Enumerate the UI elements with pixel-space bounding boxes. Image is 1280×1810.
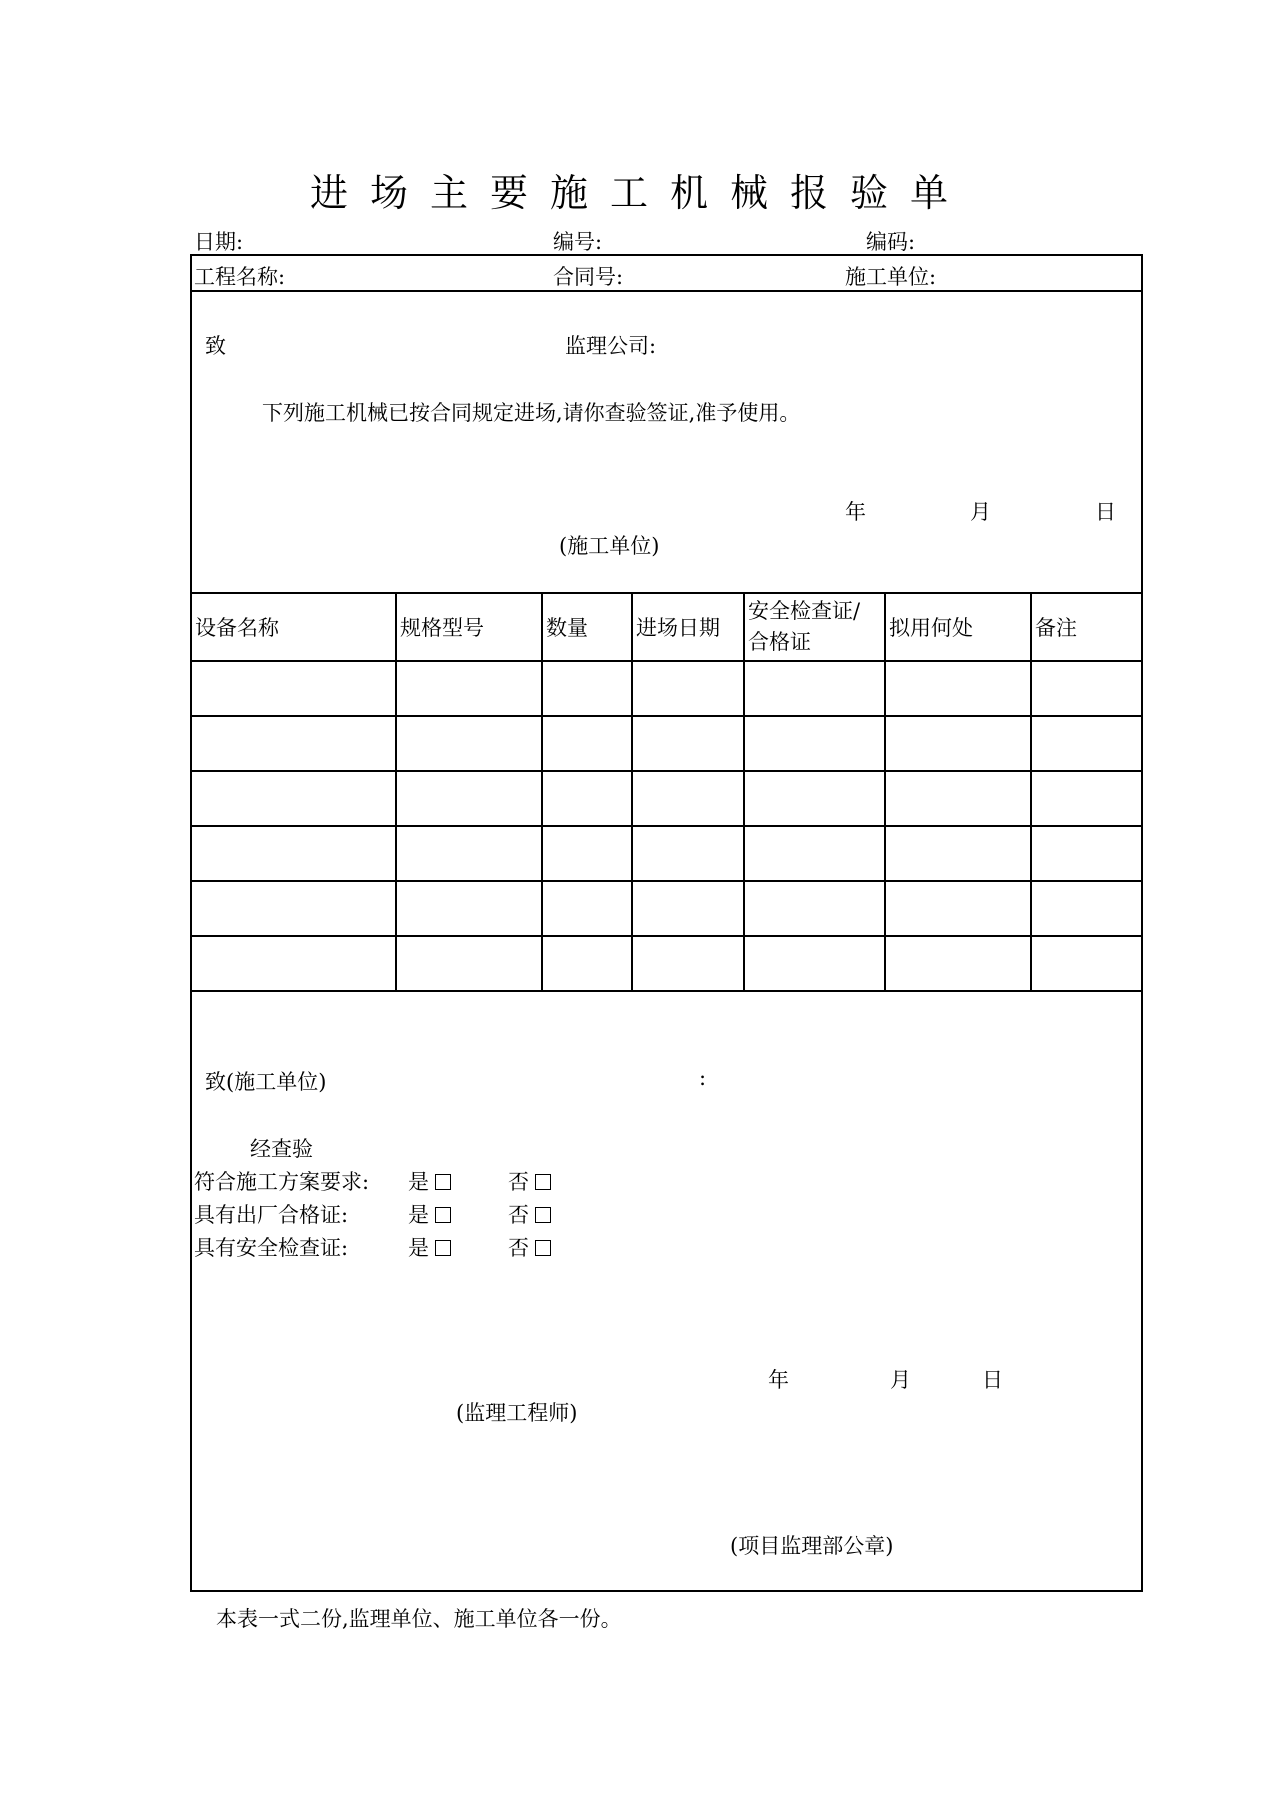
table-cell[interactable] (546, 785, 626, 811)
request-day: 日 (1095, 500, 1116, 524)
table-cell[interactable] (400, 950, 536, 976)
checkbox-icon[interactable] (535, 1207, 551, 1223)
checkbox-icon[interactable] (435, 1207, 451, 1223)
serial-label: 编号: (553, 230, 603, 254)
project-name-label: 工程名称: (194, 265, 286, 289)
table-column-border (884, 592, 886, 990)
table-cell[interactable] (546, 730, 626, 756)
inspected-label: 经查验 (250, 1137, 313, 1161)
contract-label: 合同号: (553, 265, 624, 289)
request-year: 年 (845, 500, 866, 524)
table-row-border (190, 990, 1143, 992)
table-cell[interactable] (748, 785, 879, 811)
table-cell[interactable] (195, 675, 390, 701)
table-row-border (190, 770, 1143, 772)
reply-signer: (监理工程师) (456, 1401, 578, 1425)
table-column-border (631, 592, 633, 990)
reply-colon: : (699, 1066, 707, 1090)
reply-to-label: 致(施工单位) (205, 1070, 327, 1094)
divider (190, 290, 1143, 292)
column-header: 进场日期 (636, 616, 720, 640)
table-row-border (190, 825, 1143, 827)
table-cell[interactable] (636, 895, 738, 921)
check-row (194, 1199, 348, 1229)
table-cell[interactable] (748, 840, 879, 866)
check-row (194, 1232, 348, 1262)
table-cell[interactable] (195, 895, 390, 921)
table-cell[interactable] (636, 785, 738, 811)
table-column-border (1030, 592, 1032, 990)
contractor-label: 施工单位: (845, 265, 937, 289)
table-cell[interactable] (195, 840, 390, 866)
table-cell[interactable] (195, 950, 390, 976)
table-cell[interactable] (400, 895, 536, 921)
reply-year: 年 (768, 1368, 789, 1392)
table-cell[interactable] (748, 730, 879, 756)
check-yes[interactable]: 是 (408, 1166, 451, 1196)
check-label: 具有安全检查证: (194, 1236, 349, 1260)
column-header: 拟用何处 (889, 616, 973, 640)
column-header: 数量 (546, 616, 588, 640)
table-cell[interactable] (400, 840, 536, 866)
form-title: 进场主要施工机械报验单 (309, 171, 970, 215)
check-label: 具有出厂合格证: (194, 1203, 349, 1227)
request-body: 下列施工机械已按合同规定进场,请你查验签证,准予使用。 (262, 401, 801, 425)
checkbox-icon[interactable] (435, 1240, 451, 1256)
table-cell[interactable] (889, 730, 1025, 756)
checkbox-icon[interactable] (535, 1240, 551, 1256)
check-label: 符合施工方案要求: (194, 1170, 370, 1194)
table-cell[interactable] (1035, 785, 1138, 811)
table-cell[interactable] (1035, 840, 1138, 866)
column-header: 设备名称 (195, 616, 279, 640)
table-cell[interactable] (889, 675, 1025, 701)
table-cell[interactable] (748, 675, 879, 701)
reply-day: 日 (982, 1368, 1003, 1392)
checkbox-icon[interactable] (435, 1174, 451, 1190)
table-column-border (541, 592, 543, 990)
table-top-border (190, 592, 1143, 594)
column-header: 规格型号 (400, 616, 484, 640)
table-cell[interactable] (195, 730, 390, 756)
table-column-border (743, 592, 745, 990)
table-cell[interactable] (400, 675, 536, 701)
table-cell[interactable] (546, 950, 626, 976)
table-cell[interactable] (889, 950, 1025, 976)
table-cell[interactable] (636, 730, 738, 756)
table-cell[interactable] (546, 840, 626, 866)
column-header: 安全检查证/合格证 (748, 599, 861, 654)
request-signer: (施工单位) (559, 534, 660, 558)
code-label: 编码: (866, 230, 916, 254)
table-cell[interactable] (748, 895, 879, 921)
table-cell[interactable] (546, 895, 626, 921)
table-header-border (190, 660, 1143, 662)
table-cell[interactable] (636, 675, 738, 701)
table-cell[interactable] (1035, 895, 1138, 921)
checkbox-icon[interactable] (535, 1174, 551, 1190)
table-cell[interactable] (889, 785, 1025, 811)
check-no[interactable]: 否 (508, 1166, 551, 1196)
table-cell[interactable] (1035, 730, 1138, 756)
check-row (194, 1166, 369, 1196)
check-no[interactable]: 否 (508, 1199, 551, 1229)
check-no[interactable]: 否 (508, 1232, 551, 1262)
table-cell[interactable] (748, 950, 879, 976)
table-cell[interactable] (546, 675, 626, 701)
check-yes[interactable]: 是 (408, 1232, 451, 1262)
check-yes[interactable]: 是 (408, 1199, 451, 1229)
table-cell[interactable] (1035, 950, 1138, 976)
footnote: 本表一式二份,监理单位、施工单位各一份。 (216, 1607, 622, 1631)
table-row-border (190, 880, 1143, 882)
request-month: 月 (970, 500, 991, 524)
table-cell[interactable] (889, 840, 1025, 866)
date-label: 日期: (194, 230, 244, 254)
table-cell[interactable] (195, 785, 390, 811)
table-row-border (190, 935, 1143, 937)
table-cell[interactable] (1035, 675, 1138, 701)
table-cell[interactable] (889, 895, 1025, 921)
table-row-border (190, 715, 1143, 717)
table-cell[interactable] (400, 730, 536, 756)
table-column-border (395, 592, 397, 990)
supervisor-company-label: 监理公司: (565, 334, 657, 358)
request-to-label: 致 (205, 334, 226, 358)
table-cell[interactable] (636, 950, 738, 976)
table-cell[interactable] (636, 840, 738, 866)
table-cell[interactable] (400, 785, 536, 811)
column-header: 备注 (1035, 616, 1077, 640)
supervision-seal: (项目监理部公章) (730, 1534, 894, 1558)
reply-month: 月 (890, 1368, 911, 1392)
